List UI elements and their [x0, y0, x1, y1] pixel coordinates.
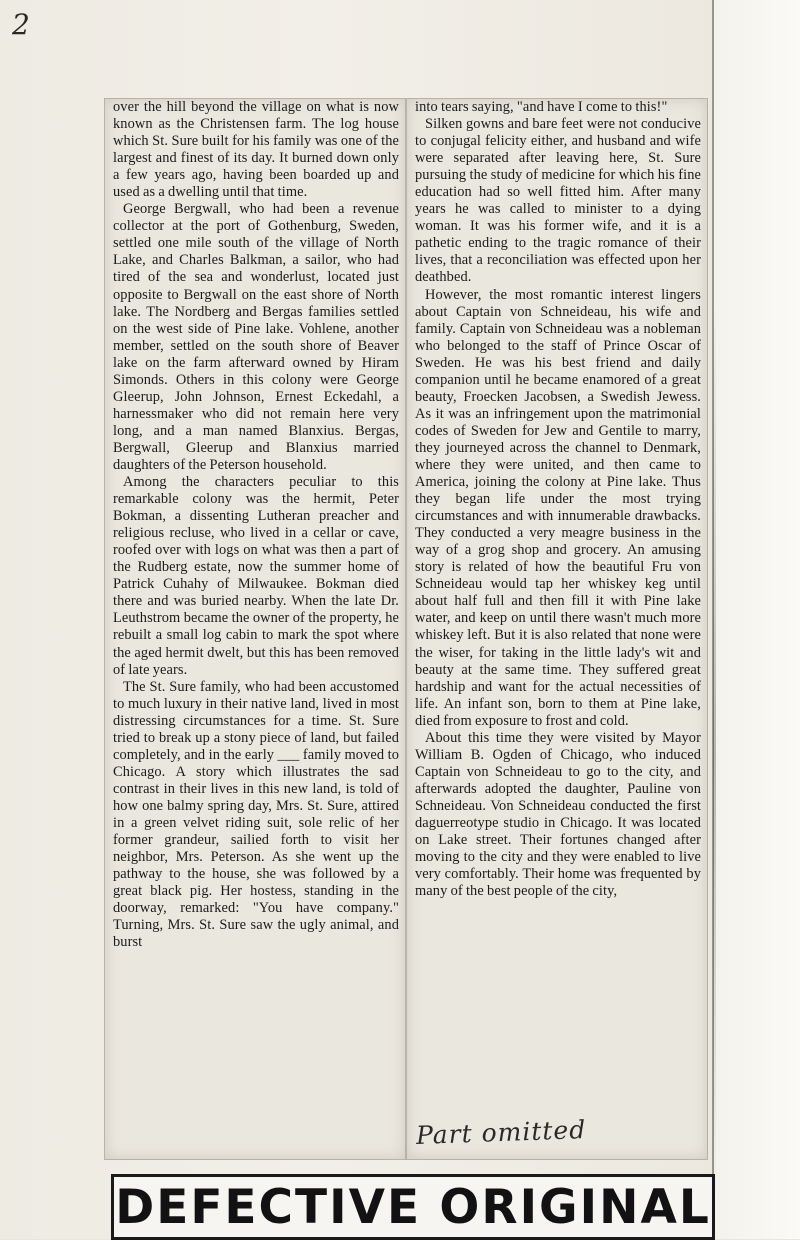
paragraph: The St. Sure family, who had been accustomed to much luxury in their native land, lived in most distressing circumstances for a time. St. Sure tried to break up a stony piece of land, but failed completely, and in the early ___ family moved to Chicago. A story which illustrates the sad contrast in their lives in this new land, is told of how one balmy spring day, Mrs. St. Sure, attired in a green velvet riding suit, sole relic of her former grandeur, sailied forth to visit her neighbor, Mrs. Peterson. As she went up the pathway to the house, she was followed by a great black pig. Her hostess, standing in the doorway, remarked: "You have company." Turning, Mrs. St. Sure saw the ugly animal, and burst	[113, 678, 399, 951]
handwritten-note: Part omitted	[415, 1115, 587, 1150]
page-number: 2	[12, 8, 30, 41]
paragraph: However, the most romantic interest lingers about Captain von Schneideau, his wife and family. Captain von Schneideau was a nobleman who belonged to the staff of Prince Oscar of Sweden. He was his best friend and daily companion until he became enamored of a great beauty, Froecken Jacobsen, a Swedish Jewess. As it was an infringement upon the matrimonial codes of Sweden for Jew and Gentile to marry, they journeyed across the channel to Denmark, where they were united, and then came to America, joining the colony at Pine lake. Thus they began life under the most trying circumstances and with innumerable drawbacks. They conducted a very meagre business in the way of a grog shop and grocery. An amusing story is related of how the beautiful Fru von Schneideau would tap her whiskey keg until about half full and then fill it with Pine lake water, and keep on until there wasn't much more whiskey left. But it is also related that none were the wiser, for taking in the little lady's wit and beauty at the same time. They suffered great hardship and want for the actual necessities of life. An infant son, born to them at Pine lake, died from exposure to frost and cold.	[415, 286, 701, 729]
paragraph: George Bergwall, who had been a revenue collector at the port of Gothenburg, Sweden, settled one mile south of the village of North Lake, and Charles Balkman, a sailor, who had tired of the sea and wonderlust, located just opposite to Bergwall on the east shore of North lake. The Nordberg and Bergas families settled on the west side of Pine lake. Vohlene, another member, settled on the south shore of Beaver lake on the farm afterward owned by Hiram Simonds. Others in this colony were George Gleerup, John Johnson, Ernest Eckedahl, a harnessmaker who did not remain here very long, and a man named Blanxius. Bergas, Bergwall, Gleerup and Blanxius married daughters of the Peterson household.	[113, 201, 399, 473]
paragraph: over the hill beyond the village on what is now known as the Christensen farm. The log house which St. Sure built for his family was one of the largest and finest of its day. It burned down only a few years ago, having been boarded up and used as a dwelling until that time.	[113, 99, 399, 201]
paragraph: About this time they were visited by Mayor William B. Ogden of Chicago, who induced Captain von Schneideau to go to the city, and afterwards adopted the daughter, Pauline von Schneideau. Von Schneideau conducted the first daguerreotype studio in Chicago. It was located on Lake street. Their fortunes changed after moving to the city and they were enabled to live very comfortably. Their home was frequented by many of the best people of the city,	[415, 729, 701, 900]
paragraph: into tears saying, "and have I come to this!"	[415, 99, 668, 115]
left-column	[113, 99, 399, 951]
page-fold-shadow	[713, 300, 716, 1200]
paragraph: Silken gowns and bare feet were not conducive to conjugal felicity either, and husband and wife were separated after leaving here, St. Sure pursuing the study of medicine for which his fine education had so well fitted him. After many years he was called to minister to a dying woman. It was his former wife, and it is a pathetic ending to the tragic romance of their lives, that a reconciliation was effected upon her deathbed.	[415, 116, 701, 286]
defective-original-stamp	[111, 1174, 715, 1240]
scan-edge	[712, 0, 800, 1239]
paragraph: Among the characters peculiar to this remarkable colony was the hermit, Peter Bokman, a dissenting Lutheran preacher and religious recluse, who lived in a cellar or cave, roofed over with logs on what was then a part of the Rudberg estate, now the summer home of Patrick Cuhahy of Milwaukee. Bokman died there and was buried nearby. When the late Dr. Leuthstrom became the owner of the property, he rebuilt a small log cabin to mark the spot where the aged hermit dwelt, but this has been removed of late years.	[113, 474, 399, 678]
right-column	[415, 99, 701, 900]
article-clipping-left	[104, 98, 406, 1160]
stamp-text: DEFECTIVE ORIGINAL	[115, 1179, 711, 1235]
article-clipping-right	[406, 98, 708, 1160]
